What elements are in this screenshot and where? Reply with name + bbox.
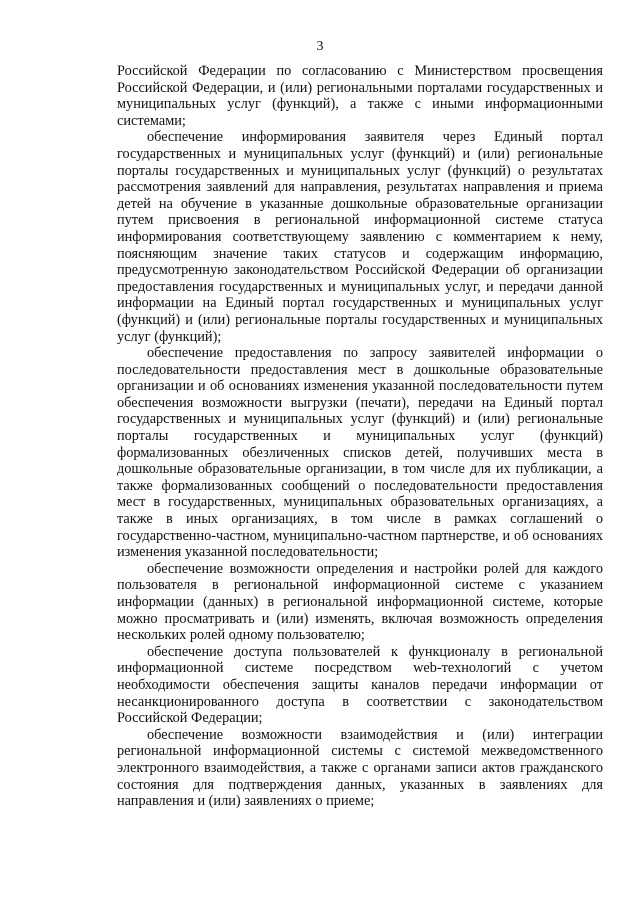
paragraph-web-access: обеспечение доступа пользователей к функционалу в региональной информационной системе посредством web-технологий с учетом необходимости обеспечения защиты каналов передачи информации от несанкционированного доступа в соответствии с законодательством Российской Федерации; <box>117 643 603 727</box>
paragraph-interaction-integration: обеспечение возможности взаимодействия и (или) интеграции региональной информационной системы с системой межведомственного электронного взаимодействия, а также с органами записи актов гражданского состояния для подтверждения данных, указанных в заявлениях для направления и (или) заявлениях о приеме; <box>117 726 603 810</box>
page-number: 3 <box>316 39 324 54</box>
paragraph-continuation: Российской Федерации по согласованию с Министерством просвещения Российской Федерации, и (или) региональными порталами государственных и муниципальных услуг (функций), а также с иными информационными системами; <box>117 63 603 129</box>
paragraph-providing-queue-info: обеспечение предоставления по запросу заявителей информации о последовательности предоставления мест в дошкольные образовательные организации и об основаниях изменения указанной последовательности путем обеспечения возможности выгрузки (печати), передачи на Единый портал государственных и муниципальных услуг (функций) и (или) региональные порталы государственных и муниципальных услуг (функций) формализованных обезличенных списков детей, получивших места в дошкольные образовательные организации, в том числе для их публикации, а также формализованных сообщений о последовательности предоставления мест в государственных, муниципальных образовательных организациях, а также в иных организациях, в том числе в рамках соглашений о государственно-частном, муниципально-частном партнерстве, и об основаниях изменения указанной последовательности; <box>117 345 603 561</box>
paragraph-informing-applicant: обеспечение информирования заявителя через Единый портал государственных и муниципальных услуг (функций) и (или) региональные порталы государственных и муниципальных услуг (функций) о результатах рассмотрения заявлений для направления, результатах направления и приема детей на обучение в указанные дошкольные образовательные организации путем присвоения в региональной информационной системе статуса информирования соответствующему заявлению с комментарием к нему, поясняющим значение таких статусов и содержащим информацию, предусмотренную законодательством Российской Федерации об организации предоставления государственных и муниципальных услуг, и передачи данной информации на Единый портал государственных и муниципальных услуг (функций) и (или) региональные порталы государственных и муниципальных услуг (функций); <box>117 129 603 345</box>
paragraph-user-roles: обеспечение возможности определения и настройки ролей для каждого пользователя в региональной информационной системе с указанием информации (данных) в региональной информационной системе, которые можно просматривать и (или) изменять, включая возможность определения нескольких ролей одному пользователю; <box>117 560 603 644</box>
document-body <box>117 63 603 810</box>
